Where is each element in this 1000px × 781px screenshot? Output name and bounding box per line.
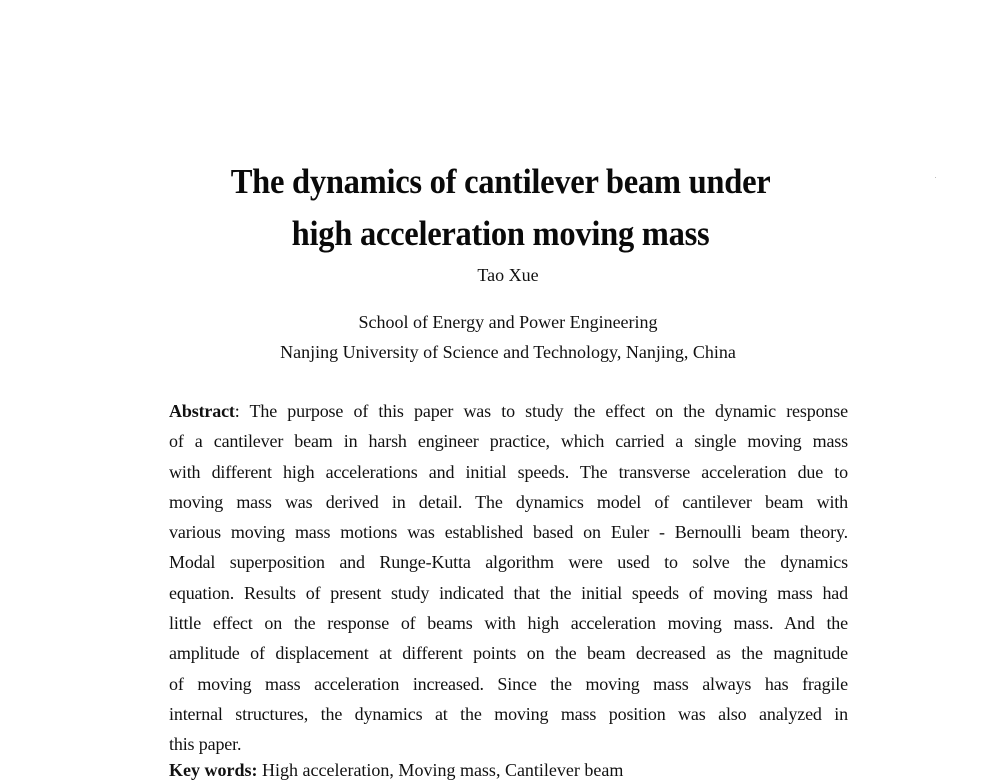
abstract-line [169, 457, 848, 487]
abstract-text: of a cantilever beam in harsh engineer practice, which carried a single moving mass [169, 431, 848, 452]
abstract-text: of moving mass acceleration increased. Since the moving mass always has fragile [169, 673, 848, 694]
keywords-text: High acceleration, Moving mass, Cantilever beam [257, 760, 624, 780]
abstract [169, 396, 848, 760]
affiliation-school: School of Energy and Power Engineering [358, 312, 658, 332]
abstract-text: moving mass was derived in detail. The dynamics model of cantilever beam with [169, 491, 848, 512]
abstract-text: with different high accelerations and initial speeds. The transverse acceleration due to [169, 461, 848, 482]
abstract-label: Abstract [169, 401, 235, 421]
abstract-text: this paper. [169, 734, 242, 755]
abstract-text: Modal superposition and Runge-Kutta algorithm were used to solve the dynamics [169, 552, 848, 573]
keywords-label: Key words: [169, 760, 258, 780]
abstract-line [169, 517, 848, 547]
keywords [169, 759, 623, 781]
title-line-2: high acceleration moving mass [291, 214, 710, 253]
abstract-text: internal structures, the dynamics at the moving mass position was also analyzed in [169, 703, 848, 724]
abstract-line [169, 426, 848, 456]
abstract-text: various moving mass motions was established based on Euler - Bernoulli beam theory. [169, 522, 848, 543]
abstract-text: equation. Results of present study indicated that the initial speeds of moving mass had [169, 582, 848, 603]
abstract-text: amplitude of displacement at different points on the beam decreased as the magnitude [169, 643, 848, 664]
title-line-1: The dynamics of cantilever beam under [230, 162, 771, 201]
abstract-line [169, 699, 848, 729]
affiliation-university: Nanjing University of Science and Technology, Nanjing, China [280, 342, 736, 362]
abstract-separator: : [234, 401, 250, 421]
abstract-text: The purpose of this paper was to study the effect on the dynamic response [249, 401, 848, 421]
abstract-line [169, 487, 848, 517]
abstract-line [169, 729, 848, 759]
abstract-line [169, 547, 848, 577]
paper-title [36, 156, 966, 260]
abstract-line [169, 578, 848, 608]
affiliation [0, 307, 1000, 367]
abstract-line [169, 396, 848, 426]
abstract-line [169, 608, 848, 638]
abstract-line [169, 638, 848, 668]
author-name: Tao Xue [477, 265, 539, 285]
abstract-text: little effect on the response of beams with high acceleration moving mass. And the [169, 613, 848, 634]
scan-speck [935, 177, 936, 178]
abstract-line [169, 669, 848, 699]
